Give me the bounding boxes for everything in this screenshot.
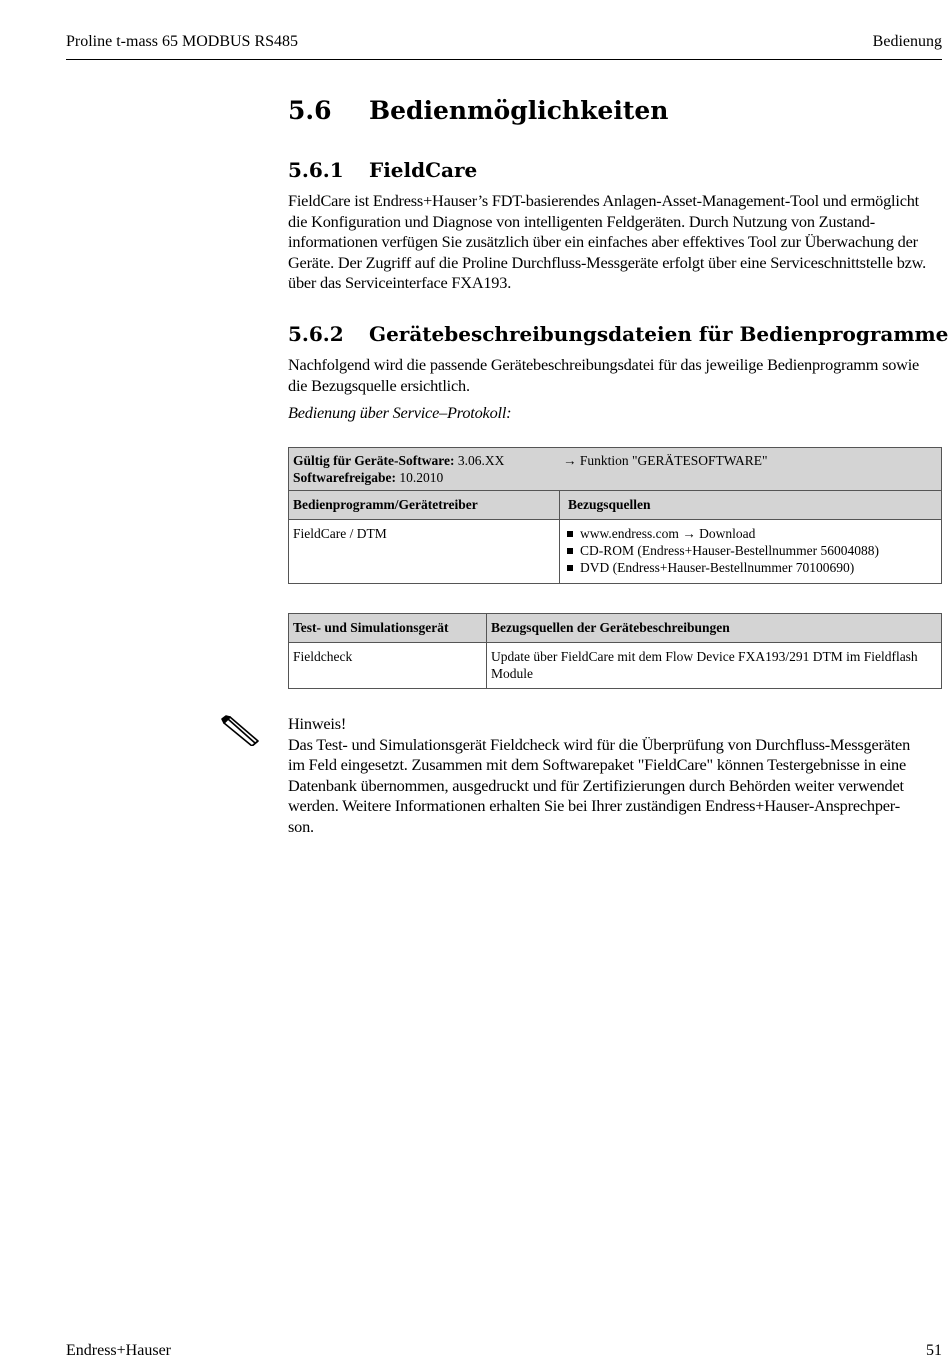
device-source-cell [487,643,942,689]
running-header-chapter: Bedienung [872,33,942,50]
service-protocol-caption: Bedienung über Service–Protokoll: [288,403,512,422]
note-line: son. [288,816,314,836]
header-rule [66,59,942,60]
paragraph-line: die Bezugsquelle ersichtlich. [288,375,470,395]
column-header: Bedienprogramm/Gerätetreiber [289,491,560,520]
list-item: CD-ROM (Endress+Hauser-Bestellnummer 56004088) [566,542,937,559]
subsection-heading-fieldcare [288,158,477,182]
release-value: 10.2010 [399,470,444,485]
list-item: DVD (Endress+Hauser-Bestellnummer 70100690) [566,559,937,576]
paragraph-line: die Konfiguration und Diagnose von intelligenten Feldgeräten. Durch Nutzung von Zustand- [288,211,875,231]
software-value: 3.06.XX [457,453,505,468]
note-block [288,714,942,837]
subsection-number: 5.6.2 [288,322,344,346]
software-function-ref: → Funktion "GERÄTESOFTWARE" [563,453,768,468]
cell-line: Update über FieldCare mit dem Flow Device FXA193/291 DTM im Fieldflash [491,649,918,664]
table-row [289,491,942,520]
subsection-heading-device-descriptions [288,322,948,346]
release-label: Softwarefreigabe: [293,470,396,485]
subsection-title: FieldCare [369,158,478,182]
subsection-number: 5.6.1 [288,158,344,182]
column-header: Bezugsquellen der Gerätebeschreibungen [487,614,942,643]
section-heading [288,96,668,125]
cell-line: Module [491,666,533,681]
column-header: Bezugsquellen [560,491,942,520]
paragraph-line: informationen verfügen Sie zusätzlich über ein einfaches aber effektives Tool zur Überwachung der [288,232,918,251]
device-descriptions-paragraph [288,355,942,424]
note-title: Hinweis! [288,714,347,733]
paragraph-line: FieldCare ist Endress+Hauser’s FDT-basierendes Anlagen-Asset-Management-Tool und ermöglicht [288,191,919,210]
test-device-table [288,613,942,689]
note-line: werden. Weitere Informationen erhalten Sie bei Ihrer zuständigen Endress+Hauser-Ansprechper- [288,796,900,815]
software-label: Gültig für Geräte-Software: [293,453,455,468]
page-number: 51 [926,1342,942,1359]
note-line: im Feld eingesetzt. Zusammen mit dem Softwarepaket "FieldCare" können Testergebnisse in eine [288,755,907,774]
software-sources-table-wrap [288,447,942,584]
paragraph-line: Nachfolgend wird die passende Gerätebeschreibungsdatei für das jeweilige Bedienprogramm sowie [288,355,920,374]
software-version-cell [289,448,942,491]
sources-cell [560,520,942,584]
column-header: Test- und Simulationsgerät [289,614,487,643]
table-row [289,520,942,584]
paragraph-line: Geräte. Der Zugriff auf die Proline Durchfluss-Messgeräte erfolgt über eine Serviceschnittstelle bzw. [288,252,927,272]
fieldcare-paragraph [288,191,942,294]
note-line: Das Test- und Simulationsgerät Fieldcheck wird für die Überprüfung von Durchfluss-Messgeräten [288,734,911,754]
paragraph-line: über das Serviceinterface FXA193. [288,273,512,292]
running-header-title: Proline t-mass 65 MODBUS RS485 [66,33,299,50]
note-line: Datenbank übernommen, ausgedruckt und für Zertifizierungen durch Behörden weiter verwendet [288,775,904,795]
device-cell: Fieldcheck [289,643,487,689]
software-sources-table [288,447,942,584]
pencil-icon [220,714,260,746]
sources-list [566,525,937,576]
footer-company: Endress+Hauser [66,1342,171,1359]
table-row [289,643,942,689]
program-cell: FieldCare / DTM [289,520,560,584]
table-row [289,614,942,643]
section-title: Bedienmöglichkeiten [369,96,669,125]
list-item: www.endress.com → Download [566,525,937,542]
table-row [289,448,942,491]
subsection-title: Gerätebeschreibungsdateien für Bedienprogramme [369,322,949,346]
section-number: 5.6 [288,96,332,125]
test-device-table-wrap [288,613,942,689]
